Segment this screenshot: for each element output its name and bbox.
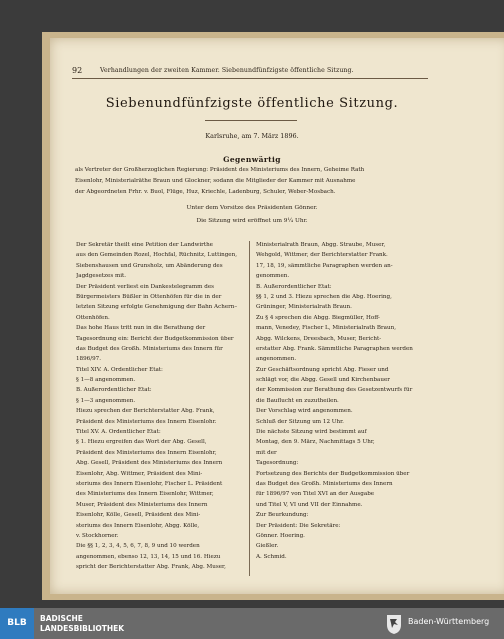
text-line: Der Vorschlag wird angenommen. — [256, 408, 353, 415]
library-name[interactable] — [40, 614, 124, 633]
text-line: Der Präsident verliest ein Dankestelegramm des — [76, 283, 214, 290]
text-line: steriums des Innern Eisenlohr, Abgg. Kölle, — [76, 522, 200, 529]
present-line: Eisenlohr, Ministerialräthe Braun und Glockner, sodann die Mitglieder der Kammer mit Ausnahme — [75, 178, 356, 184]
text-line: Die §§ 1, 2, 3, 4, 5, 6, 7, 8, 9 und 10 werden — [76, 543, 200, 550]
library-name-line2: LANDESBIBLIOTHEK — [40, 623, 125, 633]
text-line: Abgg. Wilckens, Dreesbach, Muser, Bericht- — [256, 335, 382, 342]
present-heading: Gegenwärtig — [223, 155, 281, 164]
text-line: Ministerialrath Braun, Abgg. Straube, Muser, — [256, 242, 386, 248]
text-line: Zu § 4 sprechen die Abgg. Biegmüller, Hoff- — [256, 314, 380, 321]
text-line: schlägt vor, die Abgg. Gesell und Kirchenbauer — [256, 377, 390, 384]
text-line: Fortsetzung des Berichts der Budgetkommission über — [256, 470, 410, 477]
text-line: der Kommission zur Berathung des Gesetzentwurfs für — [256, 387, 413, 394]
text-line: genommen. — [256, 273, 290, 280]
text-line: und Titel V, VI und VII der Einnahme. — [256, 501, 363, 508]
text-line: angenommen. — [256, 356, 297, 363]
text-line: Gießler. — [256, 543, 279, 550]
text-line: v. Stockhorner. — [76, 532, 119, 539]
text-line: Tagesordnung: — [256, 460, 299, 467]
text-line: letzten Sitzung erfolgte Genehmigung der Bahn Achern– — [76, 304, 238, 311]
text-line: § 1. Hiezu ergreifen das Wort der Abg. Gesell, — [76, 439, 207, 446]
text-line: Schluß der Sitzung um 12 Uhr. — [256, 418, 344, 425]
present-line: der Abgeordneten Frhr. v. Buol, Flüge, Huz, Kriechle, Ladenburg, Schuler, Weber-Mosbach. — [75, 189, 336, 195]
running-header — [72, 66, 430, 78]
text-line: Präsident des Ministeriums des Innern Eisenlohr. — [76, 418, 217, 425]
present-line: als Vertreter der Großherzoglichen Regierung: Präsident des Ministeriums des Innern, Geheime Rath — [75, 167, 365, 173]
right-column — [256, 240, 424, 562]
text-line: die Bauflucht en zuzutheilen. — [256, 397, 339, 404]
text-line: § 1—3 angenommen. — [76, 397, 136, 404]
text-line: Der Präsident: Die Sekretäre: — [256, 522, 341, 529]
text-line: Abg. Gesell, Präsident des Ministeriums des Innern — [76, 460, 223, 467]
text-line: B. Außerordentlicher Etat: — [76, 387, 152, 394]
text-line: Titel XV. A. Ordentlicher Etat: — [76, 429, 161, 436]
text-line: Die nächste Sitzung wird bestimmt auf — [256, 429, 367, 436]
text-line: Gönner. Hoering. — [256, 532, 305, 539]
library-name-line1: BADISCHE — [40, 614, 83, 623]
left-column — [76, 240, 244, 573]
text-line: für 1896/97 von Titel XVI an der Ausgabe — [256, 491, 375, 498]
dateline: Karlsruhe, am 7. März 1896. — [205, 132, 299, 140]
text-line: Montag, den 9. März, Nachmittags 5 Uhr, — [256, 439, 375, 446]
text-line: spricht der Berichterstatter Abg. Frank, Abg. Muser, — [76, 564, 226, 571]
text-line: Wehgold, Wittmer, der Berichterstatter Frank. — [256, 252, 388, 259]
text-line: mann, Venedey, Fischer L, Ministerialrath Braun, — [256, 325, 396, 332]
text-line: Muser, Präsident des Ministeriums des Innern — [76, 501, 208, 508]
text-line: aus den Gemeinden Rozel, Hochfal, Rüchnitz, Luttingen, — [76, 252, 237, 259]
text-line: Eisenlohr, Abg. Wittmer, Präsident des Mini- — [76, 470, 203, 477]
text-line: §§ 1, 2 und 3. Hiezu sprechen die Abg. Hoering, — [256, 293, 392, 300]
state-name[interactable]: Baden-Württemberg — [408, 617, 490, 626]
text-line: Zur Beurkundung: — [256, 512, 309, 519]
text-line: mit der — [256, 449, 277, 456]
text-line: Siebenshausen und Grunsholz, um Abänderung des — [76, 262, 223, 269]
text-line: Zur Geschäftsordnung spricht Abg. Fieser und — [256, 366, 389, 373]
text-line: des Ministeriums des Innern Eisenlohr, Wittmer, — [76, 491, 214, 498]
text-line: Tagesordnung ein: Bericht der Budgetkommission über — [76, 335, 234, 342]
opening-line: Die Sitzung wird eröffnet um 9¼ Uhr. — [196, 218, 308, 224]
page-number: 92 — [72, 66, 83, 75]
text-line: das Budget des Großh. Ministeriums des Innern — [256, 480, 393, 487]
text-line: erstatter Abg. Frank. Sämmtliche Paragraphen werden — [256, 345, 413, 352]
text-line: 17, 18, 19, sämmtliche Paragraphen werden an- — [256, 262, 393, 269]
header-rule — [72, 78, 428, 79]
text-line: angenommen, ebenso 12, 13, 14, 15 und 16. Hiezu — [76, 553, 221, 560]
text-line: Der Sekretär theilt eine Petition der Landwirthe — [76, 242, 213, 248]
text-line: § 1—8 angenommen. — [76, 377, 136, 384]
session-title: Siebenundfünfzigste öffentliche Sitzung. — [105, 96, 399, 111]
text-line: A. Schmid. — [256, 553, 287, 560]
text-line: Jagdgesetzes mit. — [76, 273, 127, 280]
text-line: 1896/97. — [76, 356, 102, 363]
text-line: Bürgermeisters Büßler in Ottenhöfen für die in der — [76, 293, 222, 300]
text-line: Grüninger, Ministerialrath Braun. — [256, 304, 352, 311]
text-line: steriums des Innern Eisenlohr, Fischer L. Präsident — [76, 480, 223, 487]
text-line: Hiezu sprechen der Berichterstatter Abg. Frank, — [76, 408, 215, 415]
text-line: B. Außerordentlicher Etat: — [256, 283, 332, 290]
column-rule — [249, 241, 250, 576]
text-line: Das hohe Haus tritt nun in die Berathung der — [76, 325, 206, 332]
state-coat-of-arms-icon — [385, 613, 403, 635]
text-line: Ottenhöfen. — [76, 314, 110, 321]
text-line: Titel XIV. A. Ordentlicher Etat: — [76, 366, 163, 373]
text-line: das Budget des Großh. Ministeriums des Innern für — [76, 345, 223, 352]
running-title: Verhandlungen der zweiten Kammer. Siebenundfünfzigste öffentliche Sitzung. — [100, 67, 354, 74]
title-rule — [205, 120, 297, 121]
blb-logo[interactable]: BLB — [0, 608, 34, 639]
chair-line: Unter dem Vorsitze des Präsidenten Gönner. — [186, 205, 318, 211]
text-line: Präsident des Ministeriums des Innern Eisenlohr, — [76, 449, 217, 456]
text-line: Eisenlohr, Kölle, Gesell, Präsident des Mini- — [76, 512, 201, 519]
